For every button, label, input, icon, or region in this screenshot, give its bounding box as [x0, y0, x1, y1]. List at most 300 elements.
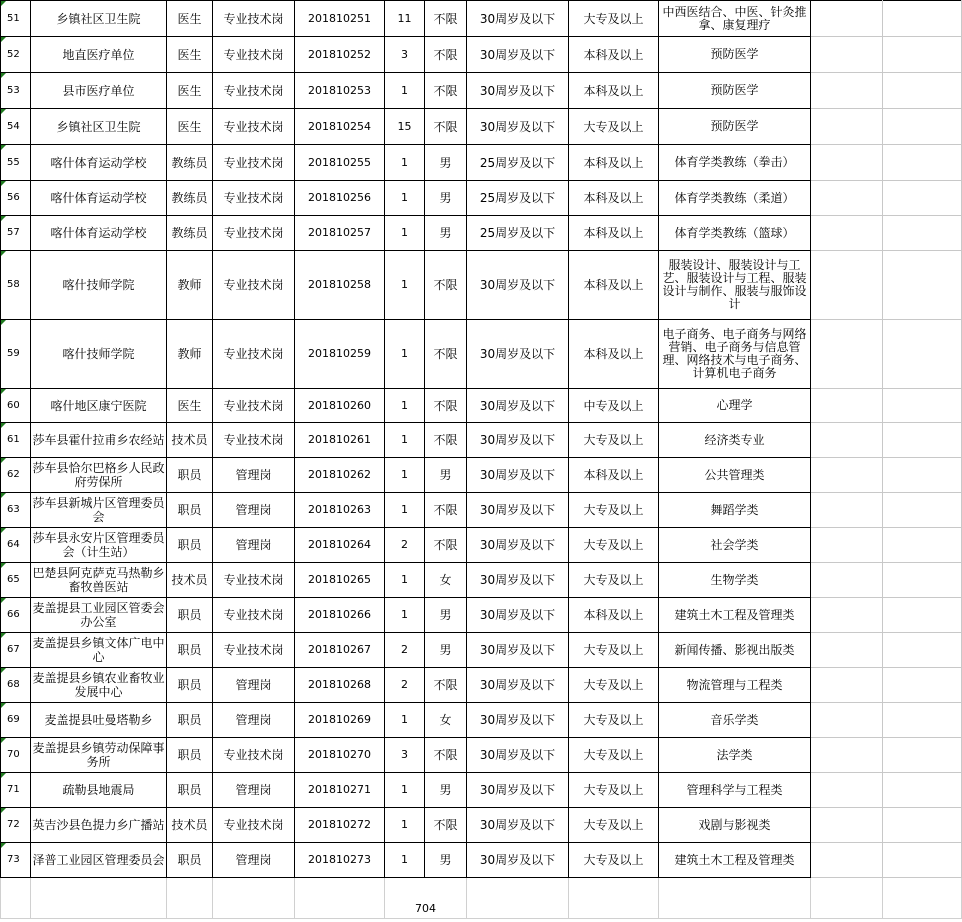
age-requirement: 30周岁及以下 [467, 109, 569, 145]
empty-cell [883, 251, 962, 320]
education-requirement: 大专及以上 [569, 633, 659, 668]
major-requirement: 体育学类教练（柔道） [659, 181, 811, 216]
row-number: 72 [1, 808, 31, 843]
total-cell-blank [811, 878, 883, 919]
major-requirement: 法学类 [659, 738, 811, 773]
unit-name: 莎车县霍什拉甫乡农经站 [31, 423, 167, 458]
education-requirement: 本科及以上 [569, 216, 659, 251]
position-type: 专业技术岗 [213, 251, 295, 320]
row-number: 62 [1, 458, 31, 493]
empty-cell [811, 1, 883, 37]
row-number: 53 [1, 73, 31, 109]
position-type: 专业技术岗 [213, 181, 295, 216]
position-code: 201810259 [295, 320, 385, 389]
empty-cell [883, 320, 962, 389]
position-type: 专业技术岗 [213, 37, 295, 73]
age-requirement: 30周岁及以下 [467, 458, 569, 493]
position-code: 201810251 [295, 1, 385, 37]
major-requirement: 生物学类 [659, 563, 811, 598]
position-role: 教练员 [167, 216, 213, 251]
position-role: 职员 [167, 843, 213, 878]
unit-name: 喀什技师学院 [31, 251, 167, 320]
age-requirement: 25周岁及以下 [467, 216, 569, 251]
row-number: 56 [1, 181, 31, 216]
total-cell-blank [467, 878, 569, 919]
empty-cell [883, 493, 962, 528]
age-requirement: 30周岁及以下 [467, 251, 569, 320]
position-type: 管理岗 [213, 773, 295, 808]
age-requirement: 30周岁及以下 [467, 563, 569, 598]
table-row [1, 668, 962, 703]
gender-requirement: 不限 [425, 1, 467, 37]
major-requirement: 经济类专业 [659, 423, 811, 458]
gender-requirement: 不限 [425, 528, 467, 563]
age-requirement: 25周岁及以下 [467, 145, 569, 181]
gender-requirement: 男 [425, 458, 467, 493]
empty-cell [883, 181, 962, 216]
unit-name: 麦盖提县乡镇劳动保障事务所 [31, 738, 167, 773]
empty-cell [883, 216, 962, 251]
position-role: 职员 [167, 598, 213, 633]
table-row [1, 181, 962, 216]
major-requirement: 心理学 [659, 389, 811, 423]
gender-requirement: 不限 [425, 389, 467, 423]
gender-requirement: 不限 [425, 738, 467, 773]
gender-requirement: 不限 [425, 73, 467, 109]
row-number: 58 [1, 251, 31, 320]
position-code: 201810270 [295, 738, 385, 773]
total-cell-blank [883, 878, 962, 919]
age-requirement: 30周岁及以下 [467, 633, 569, 668]
position-type: 管理岗 [213, 493, 295, 528]
position-role: 职员 [167, 528, 213, 563]
education-requirement: 大专及以上 [569, 109, 659, 145]
unit-name: 疏勒县地震局 [31, 773, 167, 808]
education-requirement: 本科及以上 [569, 251, 659, 320]
education-requirement: 中专及以上 [569, 389, 659, 423]
position-role: 教练员 [167, 181, 213, 216]
empty-cell [883, 389, 962, 423]
hire-count: 1 [385, 563, 425, 598]
empty-cell [883, 109, 962, 145]
gender-requirement: 男 [425, 633, 467, 668]
empty-cell [883, 773, 962, 808]
education-requirement: 大专及以上 [569, 668, 659, 703]
position-role: 技术员 [167, 563, 213, 598]
gender-requirement: 不限 [425, 320, 467, 389]
total-row [1, 878, 962, 919]
hire-count: 2 [385, 528, 425, 563]
education-requirement: 本科及以上 [569, 320, 659, 389]
education-requirement: 大专及以上 [569, 528, 659, 563]
empty-cell [811, 320, 883, 389]
position-role: 医生 [167, 109, 213, 145]
hire-count: 1 [385, 598, 425, 633]
table-row [1, 528, 962, 563]
unit-name: 地直医疗单位 [31, 37, 167, 73]
row-number: 65 [1, 563, 31, 598]
unit-name: 麦盖提县吐曼塔勒乡 [31, 703, 167, 738]
position-type: 专业技术岗 [213, 808, 295, 843]
education-requirement: 本科及以上 [569, 73, 659, 109]
table-row [1, 1, 962, 37]
empty-cell [883, 37, 962, 73]
total-cell-blank [295, 878, 385, 919]
position-type: 管理岗 [213, 843, 295, 878]
major-requirement: 管理科学与工程类 [659, 773, 811, 808]
position-role: 职员 [167, 458, 213, 493]
education-requirement: 大专及以上 [569, 703, 659, 738]
position-type: 专业技术岗 [213, 423, 295, 458]
row-number: 52 [1, 37, 31, 73]
gender-requirement: 男 [425, 216, 467, 251]
gender-requirement: 不限 [425, 109, 467, 145]
empty-cell [811, 808, 883, 843]
row-number: 63 [1, 493, 31, 528]
age-requirement: 30周岁及以下 [467, 389, 569, 423]
education-requirement: 大专及以上 [569, 493, 659, 528]
age-requirement: 30周岁及以下 [467, 668, 569, 703]
unit-name: 喀什体育运动学校 [31, 181, 167, 216]
empty-cell [883, 73, 962, 109]
empty-cell [883, 738, 962, 773]
unit-name: 麦盖提县工业园区管委会办公室 [31, 598, 167, 633]
position-type: 管理岗 [213, 528, 295, 563]
table-row [1, 216, 962, 251]
table-row [1, 563, 962, 598]
empty-cell [811, 423, 883, 458]
empty-cell [811, 668, 883, 703]
empty-cell [883, 423, 962, 458]
age-requirement: 30周岁及以下 [467, 528, 569, 563]
major-requirement: 新闻传播、影视出版类 [659, 633, 811, 668]
position-role: 教练员 [167, 145, 213, 181]
gender-requirement: 女 [425, 703, 467, 738]
age-requirement: 25周岁及以下 [467, 181, 569, 216]
position-code: 201810261 [295, 423, 385, 458]
total-cell-blank [167, 878, 213, 919]
gender-requirement: 不限 [425, 423, 467, 458]
hire-count: 1 [385, 458, 425, 493]
gender-requirement: 男 [425, 773, 467, 808]
education-requirement: 大专及以上 [569, 563, 659, 598]
unit-name: 泽普工业园区管理委员会 [31, 843, 167, 878]
table-row [1, 251, 962, 320]
table-row [1, 633, 962, 668]
education-requirement: 大专及以上 [569, 843, 659, 878]
row-number: 71 [1, 773, 31, 808]
position-code: 201810252 [295, 37, 385, 73]
table-row [1, 493, 962, 528]
education-requirement: 大专及以上 [569, 773, 659, 808]
hire-count: 1 [385, 73, 425, 109]
major-requirement: 舞蹈学类 [659, 493, 811, 528]
major-requirement: 预防医学 [659, 73, 811, 109]
empty-cell [883, 843, 962, 878]
empty-cell [811, 109, 883, 145]
gender-requirement: 男 [425, 145, 467, 181]
unit-name: 莎车县新城片区管理委员会 [31, 493, 167, 528]
empty-cell [883, 528, 962, 563]
position-type: 管理岗 [213, 458, 295, 493]
empty-cell [883, 458, 962, 493]
empty-cell [811, 598, 883, 633]
position-role: 职员 [167, 738, 213, 773]
position-type: 管理岗 [213, 703, 295, 738]
row-number: 61 [1, 423, 31, 458]
table-row [1, 738, 962, 773]
hire-count: 1 [385, 216, 425, 251]
gender-requirement: 女 [425, 563, 467, 598]
unit-name: 喀什技师学院 [31, 320, 167, 389]
hire-count: 3 [385, 738, 425, 773]
empty-cell [811, 458, 883, 493]
age-requirement: 30周岁及以下 [467, 738, 569, 773]
hire-count: 15 [385, 109, 425, 145]
position-code: 201810264 [295, 528, 385, 563]
position-type: 专业技术岗 [213, 389, 295, 423]
gender-requirement: 男 [425, 843, 467, 878]
major-requirement: 中西医结合、中医、针灸推拿、康复理疗 [659, 1, 811, 37]
gender-requirement: 男 [425, 598, 467, 633]
education-requirement: 本科及以上 [569, 598, 659, 633]
major-requirement: 体育学类教练（篮球） [659, 216, 811, 251]
age-requirement: 30周岁及以下 [467, 320, 569, 389]
row-number: 64 [1, 528, 31, 563]
table-row [1, 808, 962, 843]
empty-cell [811, 773, 883, 808]
education-requirement: 大专及以上 [569, 423, 659, 458]
table-row [1, 598, 962, 633]
empty-cell [883, 808, 962, 843]
major-requirement: 建筑土木工程及管理类 [659, 843, 811, 878]
position-type: 专业技术岗 [213, 109, 295, 145]
position-role: 医生 [167, 73, 213, 109]
position-code: 201810258 [295, 251, 385, 320]
table-row [1, 145, 962, 181]
age-requirement: 30周岁及以下 [467, 808, 569, 843]
unit-name: 莎车县恰尔巴格乡人民政府劳保所 [31, 458, 167, 493]
empty-cell [811, 633, 883, 668]
major-requirement: 电子商务、电子商务与网络营销、电子商务与信息管理、网络技术与电子商务、计算机电子商务 [659, 320, 811, 389]
total-cell-blank [659, 878, 811, 919]
row-number: 73 [1, 843, 31, 878]
table-row [1, 458, 962, 493]
table-body [1, 1, 962, 878]
major-requirement: 物流管理与工程类 [659, 668, 811, 703]
empty-cell [811, 145, 883, 181]
total-count: 704 [385, 878, 467, 919]
major-requirement: 音乐学类 [659, 703, 811, 738]
age-requirement: 30周岁及以下 [467, 773, 569, 808]
unit-name: 莎车县永安片区管理委员会（计生站） [31, 528, 167, 563]
position-code: 201810255 [295, 145, 385, 181]
age-requirement: 30周岁及以下 [467, 73, 569, 109]
empty-cell [811, 703, 883, 738]
empty-cell [883, 598, 962, 633]
table-row [1, 843, 962, 878]
position-role: 教师 [167, 320, 213, 389]
unit-name: 县市医疗单位 [31, 73, 167, 109]
total-cell-blank [1, 878, 31, 919]
row-number: 59 [1, 320, 31, 389]
position-role: 教师 [167, 251, 213, 320]
row-number: 55 [1, 145, 31, 181]
hire-count: 2 [385, 633, 425, 668]
position-code: 201810253 [295, 73, 385, 109]
position-role: 职员 [167, 493, 213, 528]
position-role: 职员 [167, 668, 213, 703]
total-cell-blank [213, 878, 295, 919]
empty-cell [811, 251, 883, 320]
hire-count: 11 [385, 1, 425, 37]
position-role: 医生 [167, 1, 213, 37]
position-type: 专业技术岗 [213, 73, 295, 109]
education-requirement: 本科及以上 [569, 458, 659, 493]
position-role: 技术员 [167, 423, 213, 458]
gender-requirement: 男 [425, 181, 467, 216]
age-requirement: 30周岁及以下 [467, 423, 569, 458]
major-requirement: 戏剧与影视类 [659, 808, 811, 843]
major-requirement: 体育学类教练（拳击） [659, 145, 811, 181]
position-role: 职员 [167, 633, 213, 668]
position-code: 201810260 [295, 389, 385, 423]
empty-cell [811, 73, 883, 109]
hire-count: 1 [385, 843, 425, 878]
table-row [1, 389, 962, 423]
table-row [1, 73, 962, 109]
major-requirement: 预防医学 [659, 109, 811, 145]
empty-cell [811, 843, 883, 878]
row-number: 68 [1, 668, 31, 703]
position-role: 职员 [167, 773, 213, 808]
major-requirement: 社会学类 [659, 528, 811, 563]
hire-count: 1 [385, 145, 425, 181]
table-row [1, 109, 962, 145]
age-requirement: 30周岁及以下 [467, 1, 569, 37]
position-code: 201810269 [295, 703, 385, 738]
empty-cell [883, 633, 962, 668]
empty-cell [811, 563, 883, 598]
education-requirement: 大专及以上 [569, 1, 659, 37]
education-requirement: 大专及以上 [569, 808, 659, 843]
gender-requirement: 不限 [425, 493, 467, 528]
position-code: 201810268 [295, 668, 385, 703]
table-row [1, 423, 962, 458]
gender-requirement: 不限 [425, 668, 467, 703]
position-code: 201810271 [295, 773, 385, 808]
position-type: 专业技术岗 [213, 563, 295, 598]
empty-cell [811, 181, 883, 216]
age-requirement: 30周岁及以下 [467, 843, 569, 878]
position-role: 职员 [167, 703, 213, 738]
education-requirement: 大专及以上 [569, 738, 659, 773]
total-cell-blank [31, 878, 167, 919]
empty-cell [883, 668, 962, 703]
gender-requirement: 不限 [425, 808, 467, 843]
hire-count: 1 [385, 703, 425, 738]
age-requirement: 30周岁及以下 [467, 37, 569, 73]
unit-name: 喀什体育运动学校 [31, 216, 167, 251]
position-type: 管理岗 [213, 668, 295, 703]
hire-count: 1 [385, 423, 425, 458]
hire-count: 1 [385, 389, 425, 423]
position-role: 医生 [167, 37, 213, 73]
empty-cell [811, 738, 883, 773]
gender-requirement: 不限 [425, 37, 467, 73]
major-requirement: 预防医学 [659, 37, 811, 73]
empty-cell [883, 703, 962, 738]
row-number: 66 [1, 598, 31, 633]
position-code: 201810256 [295, 181, 385, 216]
position-code: 201810267 [295, 633, 385, 668]
unit-name: 巴楚县阿克萨克马热勒乡畜牧兽医站 [31, 563, 167, 598]
empty-cell [811, 389, 883, 423]
row-number: 51 [1, 1, 31, 37]
empty-cell [811, 216, 883, 251]
position-type: 专业技术岗 [213, 633, 295, 668]
major-requirement: 服装设计、服装设计与工艺、服装设计与工程、服装设计与制作、服装与服饰设计 [659, 251, 811, 320]
education-requirement: 本科及以上 [569, 145, 659, 181]
position-type: 专业技术岗 [213, 320, 295, 389]
position-type: 专业技术岗 [213, 598, 295, 633]
position-code: 201810265 [295, 563, 385, 598]
position-code: 201810263 [295, 493, 385, 528]
position-code: 201810262 [295, 458, 385, 493]
position-role: 技术员 [167, 808, 213, 843]
row-number: 54 [1, 109, 31, 145]
age-requirement: 30周岁及以下 [467, 703, 569, 738]
table-row [1, 320, 962, 389]
position-code: 201810254 [295, 109, 385, 145]
hire-count: 1 [385, 773, 425, 808]
row-number: 67 [1, 633, 31, 668]
hire-count: 1 [385, 181, 425, 216]
row-number: 70 [1, 738, 31, 773]
empty-cell [811, 37, 883, 73]
row-number: 60 [1, 389, 31, 423]
education-requirement: 本科及以上 [569, 37, 659, 73]
position-type: 专业技术岗 [213, 1, 295, 37]
hire-count: 1 [385, 808, 425, 843]
position-type: 专业技术岗 [213, 145, 295, 181]
education-requirement: 本科及以上 [569, 181, 659, 216]
hire-count: 1 [385, 493, 425, 528]
total-cell-blank [569, 878, 659, 919]
table-row [1, 703, 962, 738]
unit-name: 乡镇社区卫生院 [31, 109, 167, 145]
empty-cell [883, 145, 962, 181]
age-requirement: 30周岁及以下 [467, 598, 569, 633]
table-row [1, 37, 962, 73]
position-code: 201810257 [295, 216, 385, 251]
position-code: 201810272 [295, 808, 385, 843]
row-number: 57 [1, 216, 31, 251]
hire-count: 1 [385, 251, 425, 320]
unit-name: 麦盖提县乡镇农业畜牧业发展中心 [31, 668, 167, 703]
position-code: 201810266 [295, 598, 385, 633]
unit-name: 麦盖提县乡镇文体广电中心 [31, 633, 167, 668]
position-type: 专业技术岗 [213, 216, 295, 251]
position-code: 201810273 [295, 843, 385, 878]
table-row [1, 773, 962, 808]
empty-cell [811, 493, 883, 528]
unit-name: 乡镇社区卫生院 [31, 1, 167, 37]
major-requirement: 公共管理类 [659, 458, 811, 493]
empty-cell [883, 563, 962, 598]
major-requirement: 建筑土木工程及管理类 [659, 598, 811, 633]
hire-count: 3 [385, 37, 425, 73]
